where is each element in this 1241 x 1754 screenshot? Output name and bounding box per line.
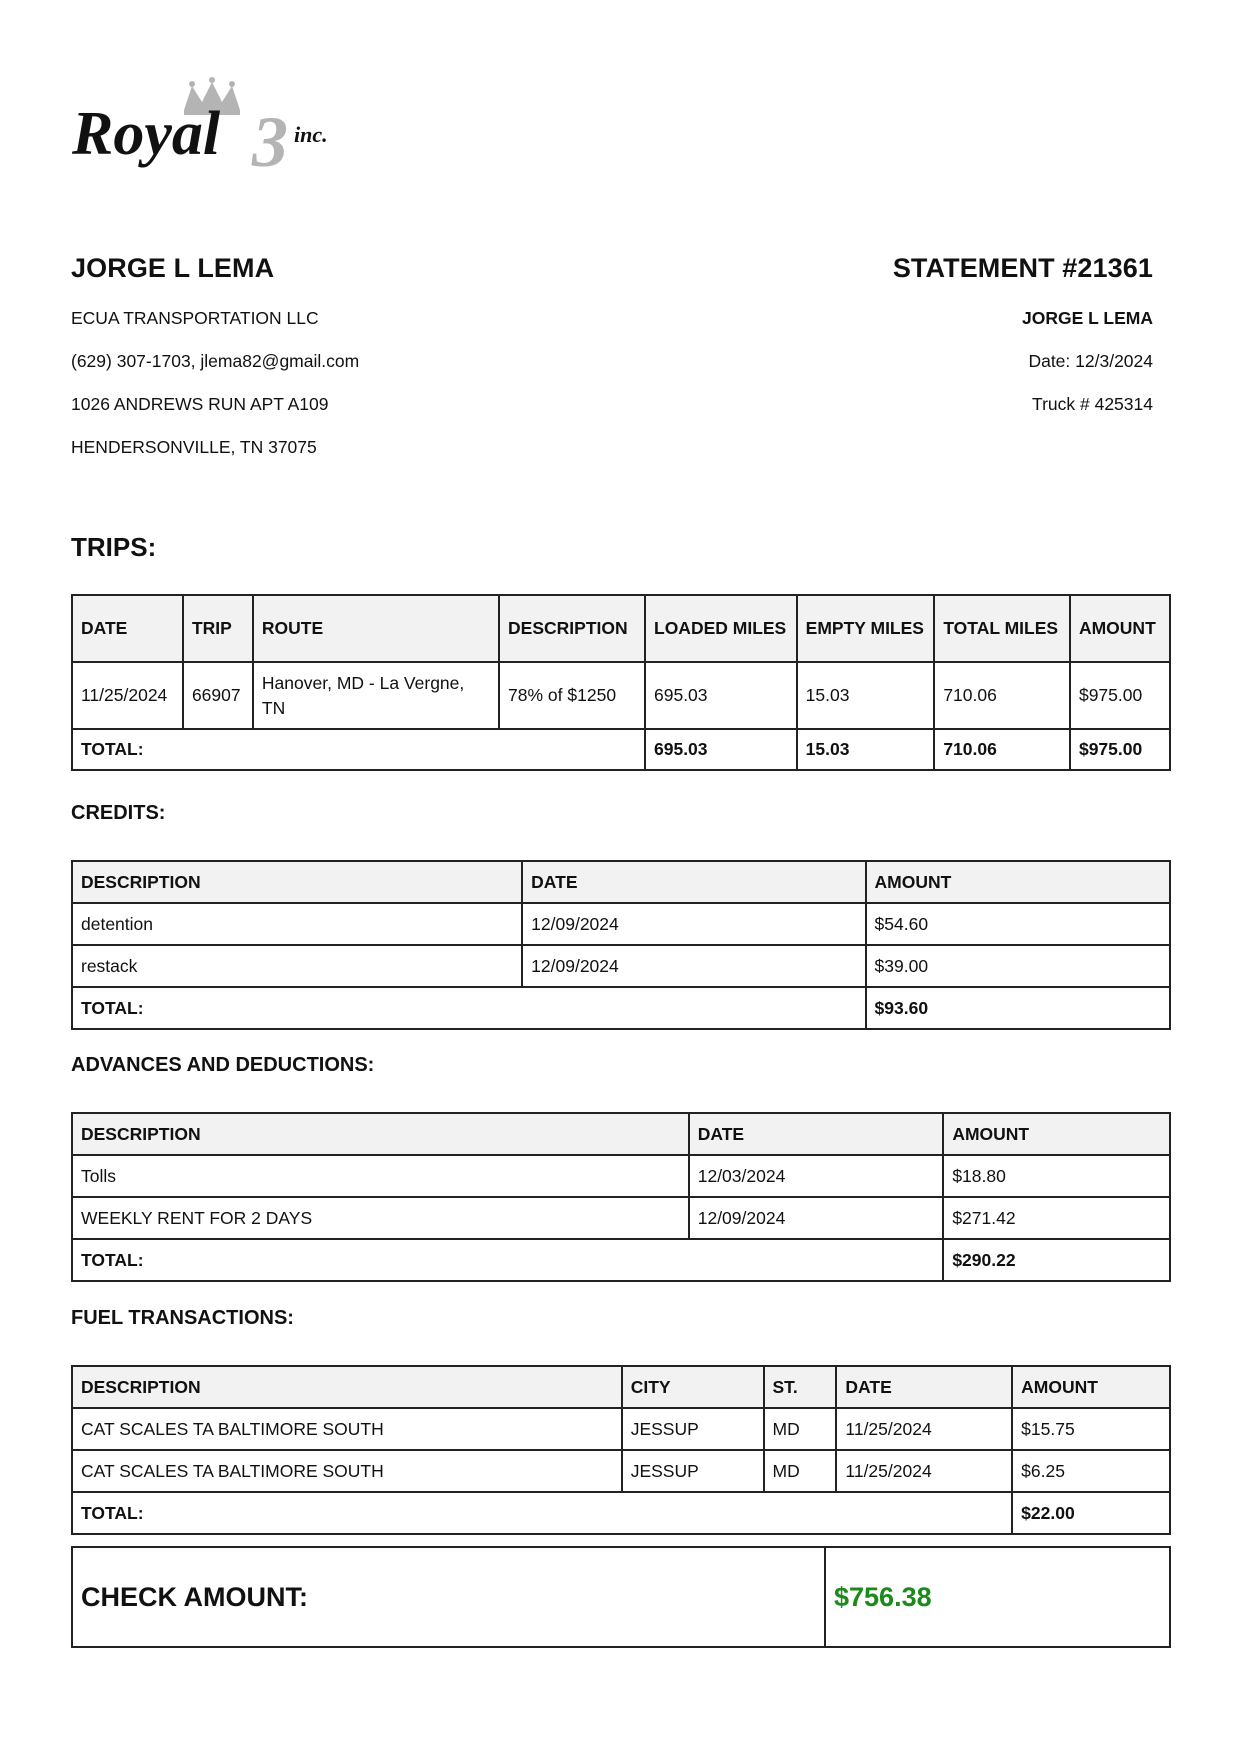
col-header: ST. — [764, 1366, 837, 1408]
deduction-amount: $18.80 — [943, 1155, 1170, 1197]
statement-truck: Truck # 425314 — [1032, 394, 1153, 414]
fuel-city: JESSUP — [622, 1450, 764, 1492]
total-label: TOTAL: — [72, 987, 866, 1029]
col-header: LOADED MILES — [645, 595, 797, 662]
col-header: TOTAL MILES — [934, 595, 1070, 662]
total-row — [72, 987, 1170, 1029]
table-row — [72, 1197, 1170, 1239]
credit-description: restack — [72, 945, 522, 987]
deductions-title: ADVANCES AND DEDUCTIONS: — [71, 1054, 375, 1076]
check-amount-label: CHECK AMOUNT: — [73, 1548, 826, 1646]
credit-date: 12/09/2024 — [522, 903, 865, 945]
carrier-info — [71, 250, 631, 458]
total-loaded-miles: 695.03 — [645, 729, 797, 770]
carrier-company: ECUA TRANSPORTATION LLC — [71, 308, 319, 328]
trips-title: TRIPS: — [71, 532, 157, 562]
col-header: DATE — [72, 595, 183, 662]
trip-empty-miles: 15.03 — [797, 662, 935, 729]
deduction-description: Tolls — [72, 1155, 689, 1197]
trip-loaded-miles: 695.03 — [645, 662, 797, 729]
fuel-title: FUEL TRANSACTIONS: — [71, 1307, 294, 1329]
check-amount-box — [71, 1546, 1171, 1648]
total-amount: $93.60 — [866, 987, 1170, 1029]
trip-date: 11/25/2024 — [72, 662, 183, 729]
svg-text:inc.: inc. — [294, 122, 328, 147]
svg-text:Royal: Royal — [72, 100, 221, 168]
statement-title: STATEMENT #21361 — [892, 253, 1153, 283]
total-row — [72, 1492, 1170, 1534]
credit-amount: $39.00 — [866, 945, 1170, 987]
fuel-amount: $15.75 — [1012, 1408, 1170, 1450]
credit-description: detention — [72, 903, 522, 945]
fuel-date: 11/25/2024 — [836, 1450, 1012, 1492]
total-total-miles: 710.06 — [934, 729, 1070, 770]
total-row — [72, 729, 1170, 770]
col-header: TRIP — [183, 595, 253, 662]
company-logo — [72, 72, 392, 192]
col-header: DESCRIPTION — [499, 595, 645, 662]
trip-number: 66907 — [183, 662, 253, 729]
trip-amount: $975.00 — [1070, 662, 1170, 729]
table-row — [72, 1408, 1170, 1450]
col-header: DATE — [689, 1113, 944, 1155]
fuel-description: CAT SCALES TA BALTIMORE SOUTH — [72, 1408, 622, 1450]
credits-title: CREDITS: — [71, 802, 166, 824]
trip-route: Hanover, MD - La Vergne, TN — [253, 662, 499, 729]
deduction-description: WEEKLY RENT FOR 2 DAYS — [72, 1197, 689, 1239]
royal3-logo-icon — [72, 72, 392, 192]
credits-table — [71, 860, 1171, 1030]
trip-total-miles: 710.06 — [934, 662, 1070, 729]
total-amount: $290.22 — [943, 1239, 1170, 1281]
col-header: DESCRIPTION — [72, 1113, 689, 1155]
total-row — [72, 1239, 1170, 1281]
carrier-name: JORGE L LEMA — [71, 253, 275, 283]
table-row — [72, 1155, 1170, 1197]
credit-date: 12/09/2024 — [522, 945, 865, 987]
credit-amount: $54.60 — [866, 903, 1170, 945]
fuel-amount: $6.25 — [1012, 1450, 1170, 1492]
statement-info — [653, 250, 1153, 415]
carrier-address-line2: HENDERSONVILLE, TN 37075 — [71, 437, 317, 457]
table-row — [72, 945, 1170, 987]
deduction-date: 12/03/2024 — [689, 1155, 944, 1197]
svg-text:3: 3 — [252, 102, 288, 182]
fuel-date: 11/25/2024 — [836, 1408, 1012, 1450]
total-label: TOTAL: — [72, 729, 645, 770]
deductions-header-row — [72, 1113, 1170, 1155]
fuel-header-row — [72, 1366, 1170, 1408]
total-amount: $975.00 — [1070, 729, 1170, 770]
table-row — [72, 1450, 1170, 1492]
col-header: EMPTY MILES — [797, 595, 935, 662]
credits-header-row — [72, 861, 1170, 903]
table-row — [72, 903, 1170, 945]
carrier-contact: (629) 307-1703, jlema82@gmail.com — [71, 351, 360, 371]
statement-driver: JORGE L LEMA — [1022, 308, 1153, 328]
col-header: DESCRIPTION — [72, 1366, 622, 1408]
trip-description: 78% of $1250 — [499, 662, 645, 729]
fuel-city: JESSUP — [622, 1408, 764, 1450]
total-label: TOTAL: — [72, 1492, 1012, 1534]
total-label: TOTAL: — [72, 1239, 943, 1281]
col-header: AMOUNT — [1012, 1366, 1170, 1408]
trips-header-row — [72, 595, 1170, 662]
col-header: CITY — [622, 1366, 764, 1408]
col-header: DESCRIPTION — [72, 861, 522, 903]
total-amount: $22.00 — [1012, 1492, 1170, 1534]
fuel-table — [71, 1365, 1171, 1535]
col-header: AMOUNT — [866, 861, 1170, 903]
total-empty-miles: 15.03 — [797, 729, 935, 770]
col-header: ROUTE — [253, 595, 499, 662]
carrier-address-line1: 1026 ANDREWS RUN APT A109 — [71, 394, 329, 414]
fuel-state: MD — [764, 1408, 837, 1450]
col-header: DATE — [836, 1366, 1012, 1408]
deduction-amount: $271.42 — [943, 1197, 1170, 1239]
col-header: AMOUNT — [1070, 595, 1170, 662]
deductions-table — [71, 1112, 1171, 1282]
fuel-description: CAT SCALES TA BALTIMORE SOUTH — [72, 1450, 622, 1492]
col-header: DATE — [522, 861, 865, 903]
table-row — [72, 662, 1170, 729]
statement-date: Date: 12/3/2024 — [1028, 351, 1153, 371]
fuel-state: MD — [764, 1450, 837, 1492]
check-amount-value: $756.38 — [834, 1581, 932, 1612]
deduction-date: 12/09/2024 — [689, 1197, 944, 1239]
col-header: AMOUNT — [943, 1113, 1170, 1155]
trips-table — [71, 594, 1171, 771]
